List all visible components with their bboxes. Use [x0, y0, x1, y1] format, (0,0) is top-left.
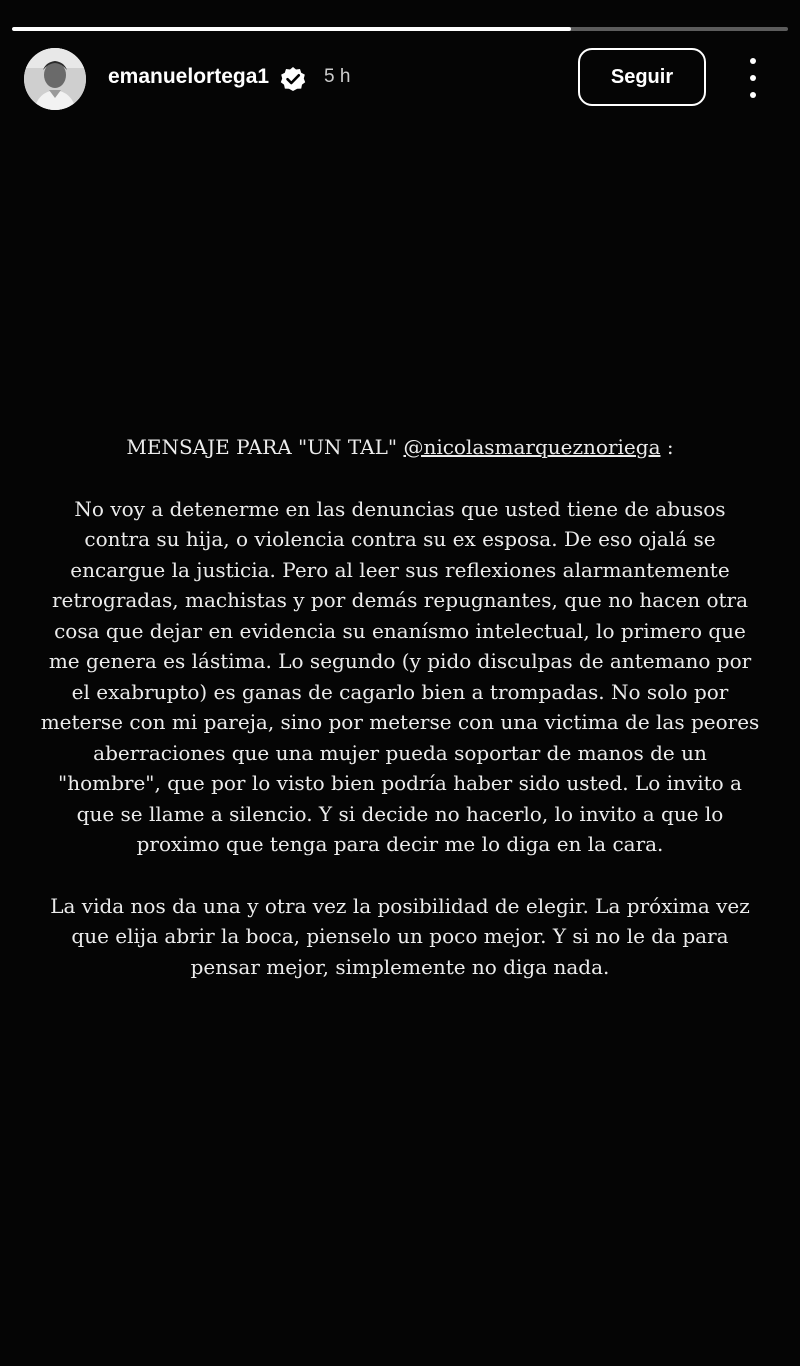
- verified-badge-icon: [280, 66, 306, 92]
- more-dot: [750, 75, 756, 81]
- spacer: [40, 463, 760, 494]
- story-progress-bar: [12, 27, 788, 31]
- follow-button[interactable]: Seguir: [578, 48, 706, 106]
- spacer: [40, 860, 760, 891]
- story-progress-fill: [12, 27, 571, 31]
- more-vertical-icon[interactable]: [738, 58, 768, 98]
- post-time: 5 h: [324, 66, 351, 87]
- message-paragraph-1: No voy a detenerme en las denuncias que usted tiene de abusos contra su hija, o violencia contra su ex esposa. De eso ojalá se encargue la justicia. Pero al leer sus reflexiones alarmantemente retrogradas, machistas y por demás repugnantes, que no hacen otra cosa que dejar en evidencia su enanísmo intelectual, lo primero que me genera es lástima. Lo segundo (y pido disculpas de antemano por el exabrupto) es ganas de cagarlo bien a trompadas. No solo por meterse con mi pareja, sino por meterse con una victima de las peores aberraciones que una mujer pueda soportar de manos de un "hombre", que por lo visto bien podría haber sido usted. Lo invito a que se llame a silencio. Y si decide no hacerlo, lo invito a que lo proximo que tenga para decir me lo diga en la cara.: [40, 496, 760, 856]
- heading-prefix: MENSAJE PARA "UN TAL": [126, 435, 398, 459]
- message-heading: [40, 432, 760, 463]
- username[interactable]: emanuelortega1: [108, 65, 270, 88]
- more-dot: [750, 92, 756, 98]
- story-header: [0, 46, 800, 110]
- story-text-message: [40, 432, 760, 982]
- mention-link[interactable]: @nicolasmarqueznoriega: [403, 435, 661, 459]
- avatar-photo-icon: [24, 48, 86, 110]
- heading-suffix: :: [666, 435, 674, 459]
- avatar[interactable]: [24, 48, 86, 110]
- more-dot: [750, 58, 756, 64]
- message-paragraph-2: La vida nos da una y otra vez la posibilidad de elegir. La próxima vez que elija abrir la boca, pienselo un poco mejor. Y si no le da para pensar mejor, simplemente no diga nada.: [50, 893, 750, 979]
